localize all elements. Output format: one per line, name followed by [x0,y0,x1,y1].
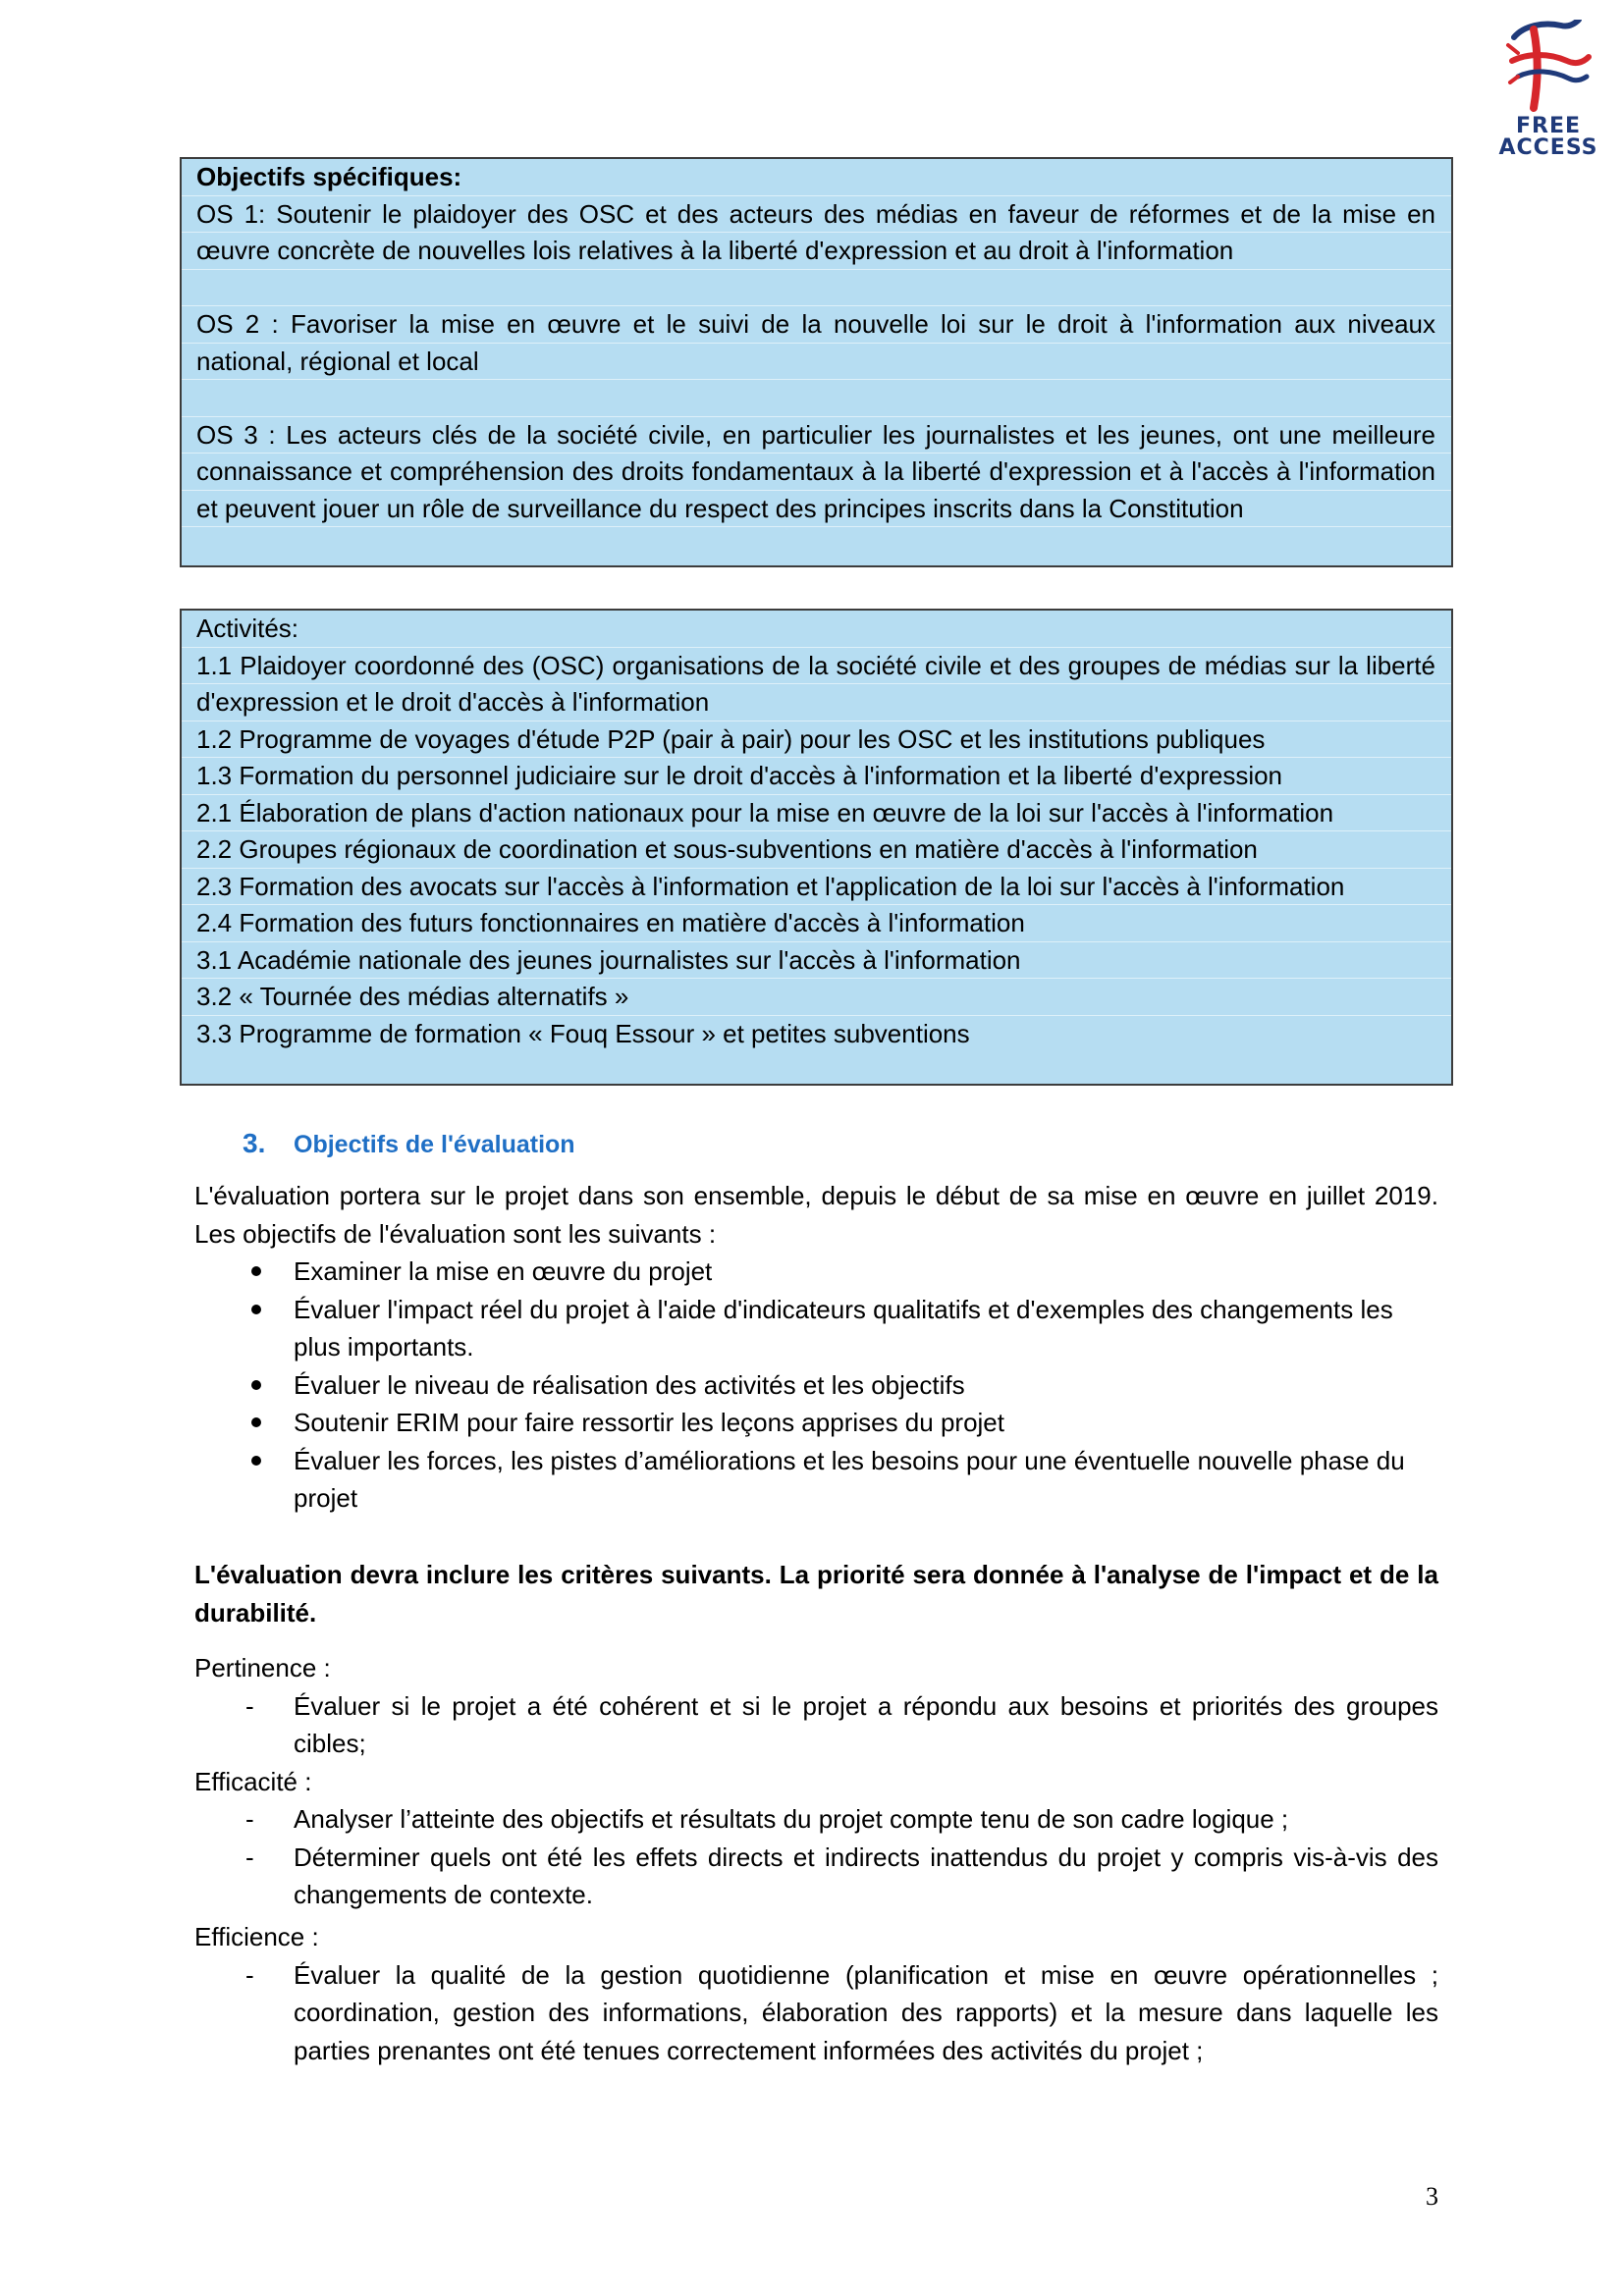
logo-text-free: FREE [1515,114,1582,138]
activity-item: 3.3 Programme de formation « Fouq Essour » et petites subventions [196,1018,970,1048]
activities-box [180,609,1453,1086]
efficience-list [194,1956,1438,2070]
section-heading [243,1127,575,1161]
list-item: Évaluer l'impact réel du projet à l'aide d'indicateurs qualitatifs et d'exemples des changements les plus importants. [194,1291,1438,1366]
criterion-label-pertinence: Pertinence : [194,1653,331,1682]
activity-item: 2.4 Formation des futurs fonctionnaires en matière d'accès à l'information [196,908,1025,937]
pertinence-list [194,1687,1438,1763]
objective-os2: OS 2 : Favoriser la mise en œuvre et le suivi de la nouvelle loi sur le droit à l'information aux niveaux national, régional et local [196,309,1435,376]
list-item: - Déterminer quels ont été les effets directs et indirects inattendus du projet y compris vis-à-vis des changements de contexte. [194,1839,1438,1914]
list-item: - Analyser l’atteinte des objectifs et résultats du projet compte tenu de son cadre logique ; [194,1800,1438,1839]
activity-item: 2.3 Formation des avocats sur l'accès à l'information et l'application de la loi sur l'accès à l'information [196,871,1345,901]
list-item: Soutenir ERIM pour faire ressortir les leçons apprises du projet [194,1404,1438,1442]
activity-item: 1.3 Formation du personnel judiciaire sur le droit d'accès à l'information et la liberté d'expression [196,761,1283,790]
activity-item: 3.2 « Tournée des médias alternatifs » [196,982,629,1011]
evaluation-intro-block [194,1177,1438,1518]
criterion-label-efficience: Efficience : [194,1922,319,1951]
activity-item: 1.1 Plaidoyer coordonné des (OSC) organisations de la société civile et des groupes de médias sur la liberté d'expression et le droit d'accès à l'information [196,650,1435,717]
activity-item: 2.1 Élaboration de plans d'action nationaux pour la mise en œuvre de la loi sur l'accès à l'information [196,797,1334,828]
activity-item: 3.1 Académie nationale des jeunes journalistes sur l'accès à l'information [196,944,1021,975]
list-item: Évaluer les forces, les pistes d’améliorations et les besoins pour une éventuelle nouvelle phase du projet [194,1442,1438,1518]
criteria-intro-block [194,1556,1438,1631]
page-number: 3 [1426,2182,1438,2211]
specific-objectives-heading: Objectifs spécifiques: [196,162,462,191]
list-item: - Évaluer si le projet a été cohérent et si le projet a répondu aux besoins et priorités des groupes cibles; [194,1687,1438,1763]
section-number: 3. [243,1128,266,1158]
objective-os3: OS 3 : Les acteurs clés de la société civile, en particulier les journalistes et les jeunes, ont une meilleure connaissance et compréhension des droits fondamentaux à la liberté d'expression et à l'accès à l'information et peuvent jouer un rôle de surveillance du respect des principes inscrits dans la Constitution [196,419,1435,523]
criteria-intro: L'évaluation devra inclure les critères suivants. La priorité sera donnée à l'analyse de l'impact et de la durabilité. [194,1560,1438,1628]
free-access-logo [1494,20,1602,162]
efficacite-list [194,1800,1438,1914]
activity-item: 2.2 Groupes régionaux de coordination et sous-subventions en matière d'accès à l'information [196,834,1258,864]
criterion-label-efficacite: Efficacité : [194,1766,312,1796]
activity-item: 1.2 Programme de voyages d'étude P2P (pair à pair) pour les OSC et les institutions publiques [196,723,1266,754]
logo-text-access: ACCESS [1498,135,1598,160]
criteria-block-1 [194,1649,1438,1914]
logo-emblem-icon [1504,20,1593,113]
evaluation-intro: L'évaluation portera sur le projet dans son ensemble, depuis le début de sa mise en œuvre en juillet 2019. Les objectifs de l'évaluation sont les suivants : [194,1181,1438,1249]
objectives-list [194,1253,1438,1518]
list-item: Évaluer le niveau de réalisation des activités et les objectifs [194,1366,1438,1405]
criteria-block-2 [194,1918,1438,2069]
list-item: Examiner la mise en œuvre du projet [194,1253,1438,1291]
activities-heading: Activités: [196,614,299,643]
objective-os1: OS 1: Soutenir le plaidoyer des OSC et des acteurs des médias en faveur de réformes et de la mise en œuvre concrète de nouvelles lois relatives à la liberté d'expression et au droit à l'information [196,198,1435,265]
section-title: Objectifs de l'évaluation [294,1131,575,1158]
list-item: - Évaluer la qualité de la gestion quotidienne (planification et mise en œuvre opérationnelles ; coordination, gestion des informations, élaboration des rapports) et la mesure dans laquelle les parties prenantes ont été tenues correctement informées des activités du projet ; [194,1956,1438,2070]
specific-objectives-box [180,157,1453,567]
